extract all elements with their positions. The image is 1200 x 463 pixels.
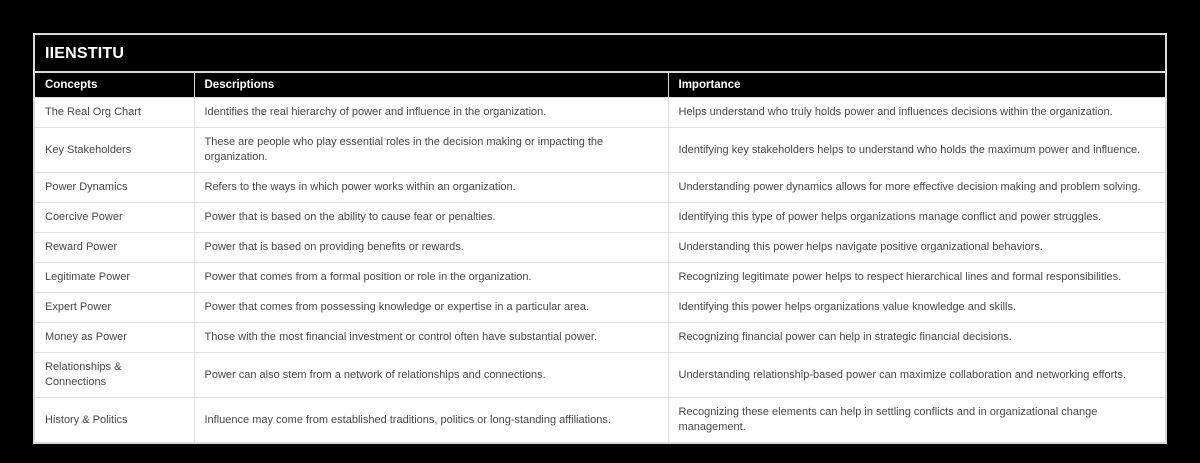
importance-cell: Understanding relationship-based power can maximize collaboration and networking efforts.: [668, 353, 1165, 398]
concept-cell: History & Politics: [35, 398, 194, 443]
page-title: IIENSTITU: [35, 35, 1165, 73]
concept-cell: Coercive Power: [35, 203, 194, 233]
table-row: [35, 173, 1165, 203]
table-header-row: [35, 73, 1165, 98]
importance-cell: Recognizing these elements can help in settling conflicts and in organizational change management.: [668, 398, 1165, 443]
description-cell: Power that is based on the ability to cause fear or penalties.: [194, 203, 668, 233]
description-cell: Those with the most financial investment or control often have substantial power.: [194, 323, 668, 353]
column-header-descriptions: Descriptions: [194, 73, 668, 98]
table-row: [35, 128, 1165, 173]
concept-cell: Money as Power: [35, 323, 194, 353]
table-row: [35, 398, 1165, 443]
importance-cell: Identifying this type of power helps organizations manage conflict and power struggles.: [668, 203, 1165, 233]
importance-cell: Identifying this power helps organizations value knowledge and skills.: [668, 293, 1165, 323]
concept-cell: The Real Org Chart: [35, 98, 194, 128]
description-cell: Refers to the ways in which power works within an organization.: [194, 173, 668, 203]
table-row: [35, 203, 1165, 233]
description-cell: Power that comes from a formal position or role in the organization.: [194, 263, 668, 293]
importance-cell: Understanding power dynamics allows for more effective decision making and problem solving.: [668, 173, 1165, 203]
column-header-importance: Importance: [668, 73, 1165, 98]
concept-cell: Legitimate Power: [35, 263, 194, 293]
table-row: [35, 353, 1165, 398]
table-row: [35, 98, 1165, 128]
table-row: [35, 263, 1165, 293]
description-cell: Influence may come from established traditions, politics or long-standing affiliations.: [194, 398, 668, 443]
description-cell: Power that comes from possessing knowledge or expertise in a particular area.: [194, 293, 668, 323]
description-cell: Power that is based on providing benefits or rewards.: [194, 233, 668, 263]
table-body: [35, 98, 1165, 443]
description-cell: These are people who play essential roles in the decision making or impacting the organization.: [194, 128, 668, 173]
column-header-concepts: Concepts: [35, 73, 194, 98]
table-row: [35, 293, 1165, 323]
importance-cell: Recognizing legitimate power helps to respect hierarchical lines and formal responsibilities.: [668, 263, 1165, 293]
concept-cell: Reward Power: [35, 233, 194, 263]
table-header: [35, 73, 1165, 98]
description-cell: Identifies the real hierarchy of power and influence in the organization.: [194, 98, 668, 128]
table-row: [35, 323, 1165, 353]
importance-cell: Recognizing financial power can help in strategic financial decisions.: [668, 323, 1165, 353]
concept-cell: Power Dynamics: [35, 173, 194, 203]
table-row: [35, 233, 1165, 263]
concept-cell: Expert Power: [35, 293, 194, 323]
concept-cell: Relationships & Connections: [35, 353, 194, 398]
description-cell: Power can also stem from a network of relationships and connections.: [194, 353, 668, 398]
importance-cell: Identifying key stakeholders helps to understand who holds the maximum power and influence.: [668, 128, 1165, 173]
importance-cell: Understanding this power helps navigate positive organizational behaviors.: [668, 233, 1165, 263]
importance-cell: Helps understand who truly holds power and influences decisions within the organization.: [668, 98, 1165, 128]
concept-cell: Key Stakeholders: [35, 128, 194, 173]
concepts-table: [35, 73, 1165, 442]
concepts-table-panel: [33, 33, 1167, 444]
